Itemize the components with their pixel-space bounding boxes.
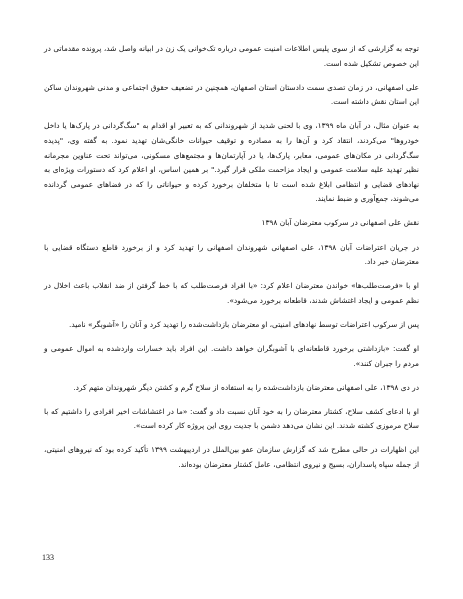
page-number: 133	[42, 553, 54, 562]
paragraph-10: او با ادعای کشف سلاح، کشتار معترضان را به خود آنان نسبت داد و گفت: «ما در اغتشاشات اخیر افرادی را داشتیم که با سلاح مرموزی کشته شدند. این نشان می‌دهد دشمن با جدیت روی این پروژه کار کرده است».	[44, 406, 419, 431]
section-heading: نقش علی اصفهانی در سرکوب معترضان آبان ۱۳۹۸	[261, 218, 419, 228]
document-body	[44, 42, 419, 482]
paragraph-7: پس از سرکوب اعتراضات توسط نهادهای امنیتی، او معترضان بازداشت‌شده را تهدید کرد و آنان را «آشوبگر» نامید.	[68, 319, 419, 329]
paragraph-6: او با «فرصت‌طلب‌ها» خواندن معترضان اعلام کرد: «با افراد فرصت‌طلب که با خط گرفتن از ضد انقلاب باعث اخلال در نظم عمومی و ایجاد اغتشاش شدند، قاطعانه برخورد می‌شود».	[44, 281, 419, 305]
paragraph-8: او گفت: «بازداشتی برخورد قاطعانه‌ای با آشوبگران خواهد داشت. این افراد باید خسارات واردشده به اموال عمومی و مردم را جبران کنند».	[44, 344, 419, 368]
paragraph-3: به عنوان مثال، در آبان ماه ۱۳۹۹، وی با لحنی شدید از شهروندانی که به تعبیر او اقدام به "سگ‌گردانی در پارک‌ها یا داخل خودروها" می‌کردند، انتقاد کرد و آن‌ها را به مصادره و توقیف حیوانات خانگی‌شان تهدید نمود. به گفته وی، "پدیده سگ‌گردانی در مکان‌های عمومی، معابر، پارک‌ها، یا در آپارتمان‌ها و مجتمع‌های مسکونی، می‌تواند تحت عناوین مجرمانه نظیر تهدید علیه سلامت عمومی و ایجاد مزاحمت ملکی قرار گیرد." بر همین اساس، او اعلام کرد که دستورات ویژه‌ای به نهادهای قضایی و انتظامی ابلاغ شده است تا با متخلفان برخورد کرده و حیواناتی را که در فضاهای عمومی گردانده می‌شوند، جمع‌آوری و ضبط نمایند.	[44, 121, 419, 204]
paragraph-11: این اظهارات در حالی مطرح شد که گزارش سازمان عفو بین‌الملل در اردیبهشت ۱۳۹۹ تأکید کرده بود که نیروهای امنیتی، از جمله سپاه پاسداران، بسیج و نیروی انتظامی، عامل کشتار معترضان بوده‌اند.	[44, 445, 419, 470]
paragraph-2: علی اصفهانی، در زمان تصدی سمت دادستان استان اصفهان، همچنین در تضعیف حقوق اجتماعی و مدنی شهروندان ساکن این استان نقش داشته است.	[44, 82, 419, 107]
paragraph-1: توجه به گزارشی که از سوی پلیس اطلاعات امنیت عمومی درباره تک‌خوانی یک زن در ابیانه واصل شد، پرونده مقدماتی در این خصوص تشکیل شده است.	[44, 44, 419, 68]
paragraph-5: در جریان اعتراضات آبان ۱۳۹۸، علی اصفهانی شهروندان اصفهانی را تهدید کرد و از برخورد قاطع دستگاه قضایی با معترضان خبر داد.	[44, 242, 419, 267]
paragraph-9: در دی ۱۳۹۸، علی اصفهانی معترضان بازداشت‌شده را به استفاده از سلاح گرم و کشتن دیگر شهروندان متهم کرد.	[73, 382, 419, 392]
